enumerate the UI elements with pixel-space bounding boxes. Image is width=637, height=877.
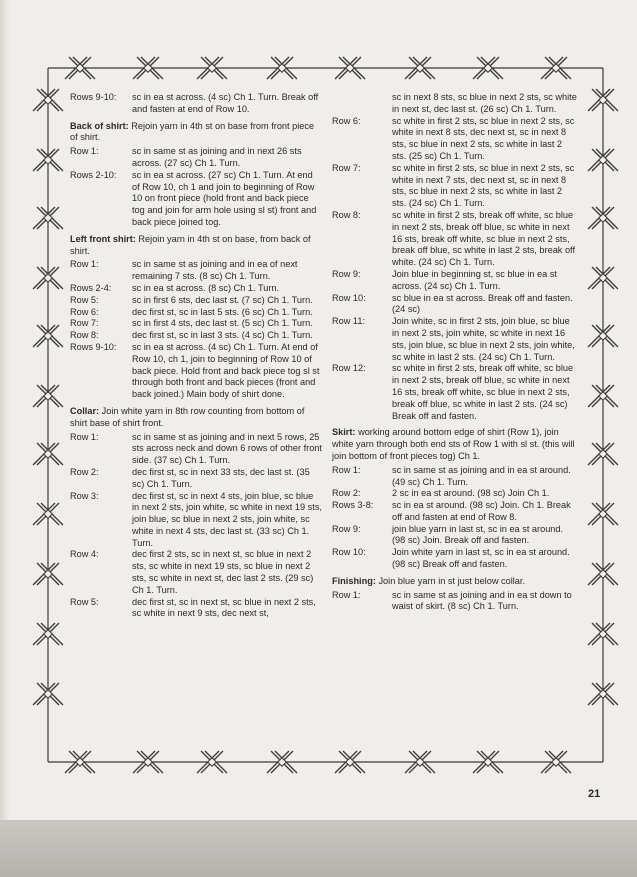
row-text: sc in same st as joining and in ea st around. (49 sc) Ch 1. Turn.	[392, 464, 571, 487]
row-label: Rows 9-10:	[70, 92, 117, 102]
row-label: Row 2:	[70, 466, 99, 477]
left-column	[70, 92, 322, 620]
section-collar	[70, 406, 322, 430]
row-entry	[332, 590, 578, 614]
row-entry	[332, 116, 578, 163]
row-label: Row 3:	[70, 490, 99, 501]
row-entry	[70, 597, 322, 621]
row-label: Row 7:	[332, 162, 361, 173]
section-intro: Join blue yarn in st just below collar.	[378, 575, 526, 586]
row-entry	[70, 307, 322, 319]
section-finishing	[332, 576, 578, 588]
row-label: Rows 2-10:	[70, 169, 117, 180]
row-label: Rows 9-10:	[70, 341, 117, 352]
row-entry	[332, 465, 578, 489]
row-label: Row 4:	[70, 549, 99, 560]
row-entry	[70, 467, 322, 491]
section-heading: Left front shirt:	[70, 233, 136, 244]
row-label: Row 10:	[332, 547, 366, 558]
section-back-of-shirt	[70, 121, 322, 145]
row-label: Row 11:	[332, 316, 366, 327]
row-text: sc in same st as joining and in ea of next remaining 7 sts. (8 sc) Ch 1. Turn.	[132, 259, 298, 282]
row-label: Row 10:	[332, 292, 366, 303]
row-entry	[70, 330, 322, 342]
row-entry	[332, 316, 578, 363]
row-entry	[332, 210, 578, 269]
row-label: Row 5:	[70, 294, 99, 305]
row-label: Row 9:	[332, 523, 361, 534]
section-intro: Rejoin yarn in 4th st on base, from back of shirt.	[70, 233, 311, 256]
row-text: sc in first 4 sts, dec last st. (5 sc) Ch 1. Turn.	[132, 318, 313, 329]
row-text: sc white in first 2 sts, break off white, sc blue in next 2 sts, break off blue, sc white in next 16 sts, break off white, sc blue in next 2 sts, break off blue, sc white in last 2 sts. (24 sc) Break off and fasten.	[392, 363, 574, 421]
row-label: Row 8:	[332, 209, 361, 220]
row-label: Row 1:	[70, 146, 99, 157]
section-heading: Skirt:	[332, 427, 356, 438]
row-entry	[332, 547, 578, 571]
scan-bottom-edge	[0, 820, 637, 877]
row-text: dec first st, sc in next st, sc blue in next 2 sts, sc white in next 9 sts, dec next st,	[132, 596, 316, 619]
row-label: Row 1:	[332, 464, 361, 475]
row-text: dec first 2 sts, sc in next st, sc blue in next 2 sts, sc white in next 19 sts, sc blue in next 2 sts, sc white in next st, dec last 2 sts. (29 sc) Ch 1. Turn.	[132, 549, 314, 595]
row-text: 2 sc in ea st around. (98 sc) Join Ch 1.	[392, 488, 550, 499]
row-entry	[70, 342, 322, 401]
row-entry	[70, 549, 322, 596]
row-label: Row 9:	[332, 268, 361, 279]
row-entry	[70, 92, 322, 116]
row-entry	[70, 491, 322, 550]
row-text: sc in ea st across. (4 sc) Ch 1. Turn. Break off and fasten at end of Row 10.	[132, 92, 319, 114]
section-heading: Collar:	[70, 405, 100, 416]
row-entry	[70, 283, 322, 295]
row-text: sc blue in ea st across. Break off and fasten. (24 sc)	[392, 292, 573, 315]
row-text: sc in ea st across. (8 sc) Ch 1. Turn.	[132, 282, 280, 293]
row-entry	[332, 524, 578, 548]
row-label: Rows 2-4:	[70, 282, 112, 293]
row-text: sc in ea st across. (4 sc) Ch 1. Turn. At end of Row 10, ch 1, join to beginning of Row 10 of back piece. Hold front and back piece tog sl st through both front and back pieces (front and back joined.) Main body of shirt done.	[132, 341, 320, 400]
row-text: sc in next 8 sts, sc blue in next 2 sts, sc white in next st, dec last st. (26 sc) Ch 1. Turn.	[392, 92, 577, 114]
row-entry	[332, 269, 578, 293]
row-entry	[70, 295, 322, 307]
section-left-front-shirt	[70, 234, 322, 258]
row-entry	[70, 259, 322, 283]
row-label: Row 1:	[332, 589, 361, 600]
section-heading: Finishing:	[332, 575, 376, 586]
row-label: Row 1:	[70, 431, 99, 442]
row-label: Row 6:	[332, 115, 361, 126]
row-entry	[332, 488, 578, 500]
row-entry	[70, 146, 322, 170]
row-text: sc white in first 2 sts, sc blue in next 2 sts, sc white in next 7 sts, dec next st, sc in next 8 sts, sc blue in next 2 sts, sc white in last 2 sts. (24 sc) Ch 1. Turn.	[392, 162, 575, 209]
row-text: dec first st, sc in last 3 sts. (4 sc) Ch 1. Turn.	[132, 330, 313, 341]
row-label: Row 7:	[70, 318, 99, 329]
section-skirt	[332, 427, 578, 462]
row-text: Join white yarn in last st, sc in ea st around. (98 sc) Break off and fasten.	[392, 547, 570, 570]
row-label-spacer	[332, 92, 392, 116]
row-entry	[332, 92, 578, 116]
row-entry	[70, 432, 322, 467]
row-text: sc in same st as joining and in next 26 sts across. (27 sc) Ch 1. Turn.	[132, 146, 302, 168]
row-label: Row 5:	[70, 596, 99, 607]
section-intro: Rejoin yarn in 4th st on base from front piece of shirt.	[70, 120, 315, 143]
row-entry	[70, 318, 322, 330]
section-intro: Join white yarn in 8th row counting from bottom of shirt base of shirt front.	[70, 405, 305, 428]
row-text: sc in first 6 sts, dec last st. (7 sc) Ch 1. Turn.	[132, 294, 313, 305]
row-text: Join white, sc in first 2 sts, join blue, sc blue in next 2 sts, join white, sc white in next 16 sts, join blue, sc blue in next 2 sts, join white, sc white in last 2 sts. (24 sc) Ch 1. Turn.	[392, 316, 575, 362]
row-entry	[70, 170, 322, 229]
row-entry	[332, 293, 578, 317]
row-text: sc white in first 2 sts, sc blue in next 2 sts, sc white in next 8 sts, dec next st, sc in next 8 sts, sc blue in next 2 sts, sc white in last 2 sts. (25 sc) Ch 1. Turn.	[392, 115, 575, 161]
row-text: Join blue in beginning st, sc blue in ea st across. (24 sc) Ch 1. Turn.	[392, 268, 557, 291]
row-text: sc in same st as joining and in ea st down to waist of skirt. (8 sc) Ch 1. Turn.	[392, 589, 572, 612]
row-label: Row 1:	[70, 259, 99, 270]
row-label: Rows 3-8:	[332, 500, 374, 511]
section-intro: working around bottom edge of shirt (Row 1), join white yarn through both end sts of Row 1 with sl st. (this will join bottom of front pieces tog) Ch 1.	[332, 427, 575, 461]
right-column	[332, 92, 578, 613]
row-text: sc in same st as joining and in next 5 rows, 25 sts across neck and down 6 rows of other front side. (37 sc) Ch 1. Turn.	[132, 431, 322, 466]
row-label: Row 2:	[332, 488, 361, 499]
row-text: sc in ea st around. (98 sc) Join. Ch 1. Break off and fasten at end of Row 8.	[392, 500, 571, 522]
page-number: 21	[588, 788, 601, 800]
row-label: Row 8:	[70, 330, 99, 341]
row-label: Row 12:	[332, 363, 366, 374]
row-text: dec first st, sc in next 4 sts, join blue, sc blue in next 2 sts, join white, sc white in next 19 sts, join blue, sc blue in next 2 sts, join white, sc white in next 4 sts, dec last st. (33 sc) Ch 1. Turn.	[132, 490, 322, 548]
row-entry	[332, 363, 578, 422]
row-entry	[332, 163, 578, 210]
row-entry	[332, 500, 578, 524]
row-text: join blue yarn in last st, sc in ea st around. (98 sc) Join. Break off and fasten.	[392, 523, 564, 546]
row-text: dec first st, sc in last 5 sts. (6 sc) Ch 1. Turn.	[132, 306, 313, 317]
section-heading: Back of shirt:	[70, 120, 129, 131]
row-text: sc in ea st across. (27 sc) Ch 1. Turn. At end of Row 10, ch 1 and join to beginning of Row 10 on front piece (hold front and back piece tog and join for arm hole using sl st) front and back piece joined tog.	[132, 169, 317, 227]
row-text: sc white in first 2 sts, break off white, sc blue in next 2 sts, break off blue, sc white in next 16 sts, break off white, sc blue in next 2 sts, break off blue, sc white in last 2 sts, break off white. (24 sc) Ch 1. Turn.	[392, 209, 575, 268]
row-text: dec first st, sc in next 33 sts, dec last st. (35 sc) Ch 1. Turn.	[132, 466, 310, 489]
row-label: Row 6:	[70, 306, 99, 317]
